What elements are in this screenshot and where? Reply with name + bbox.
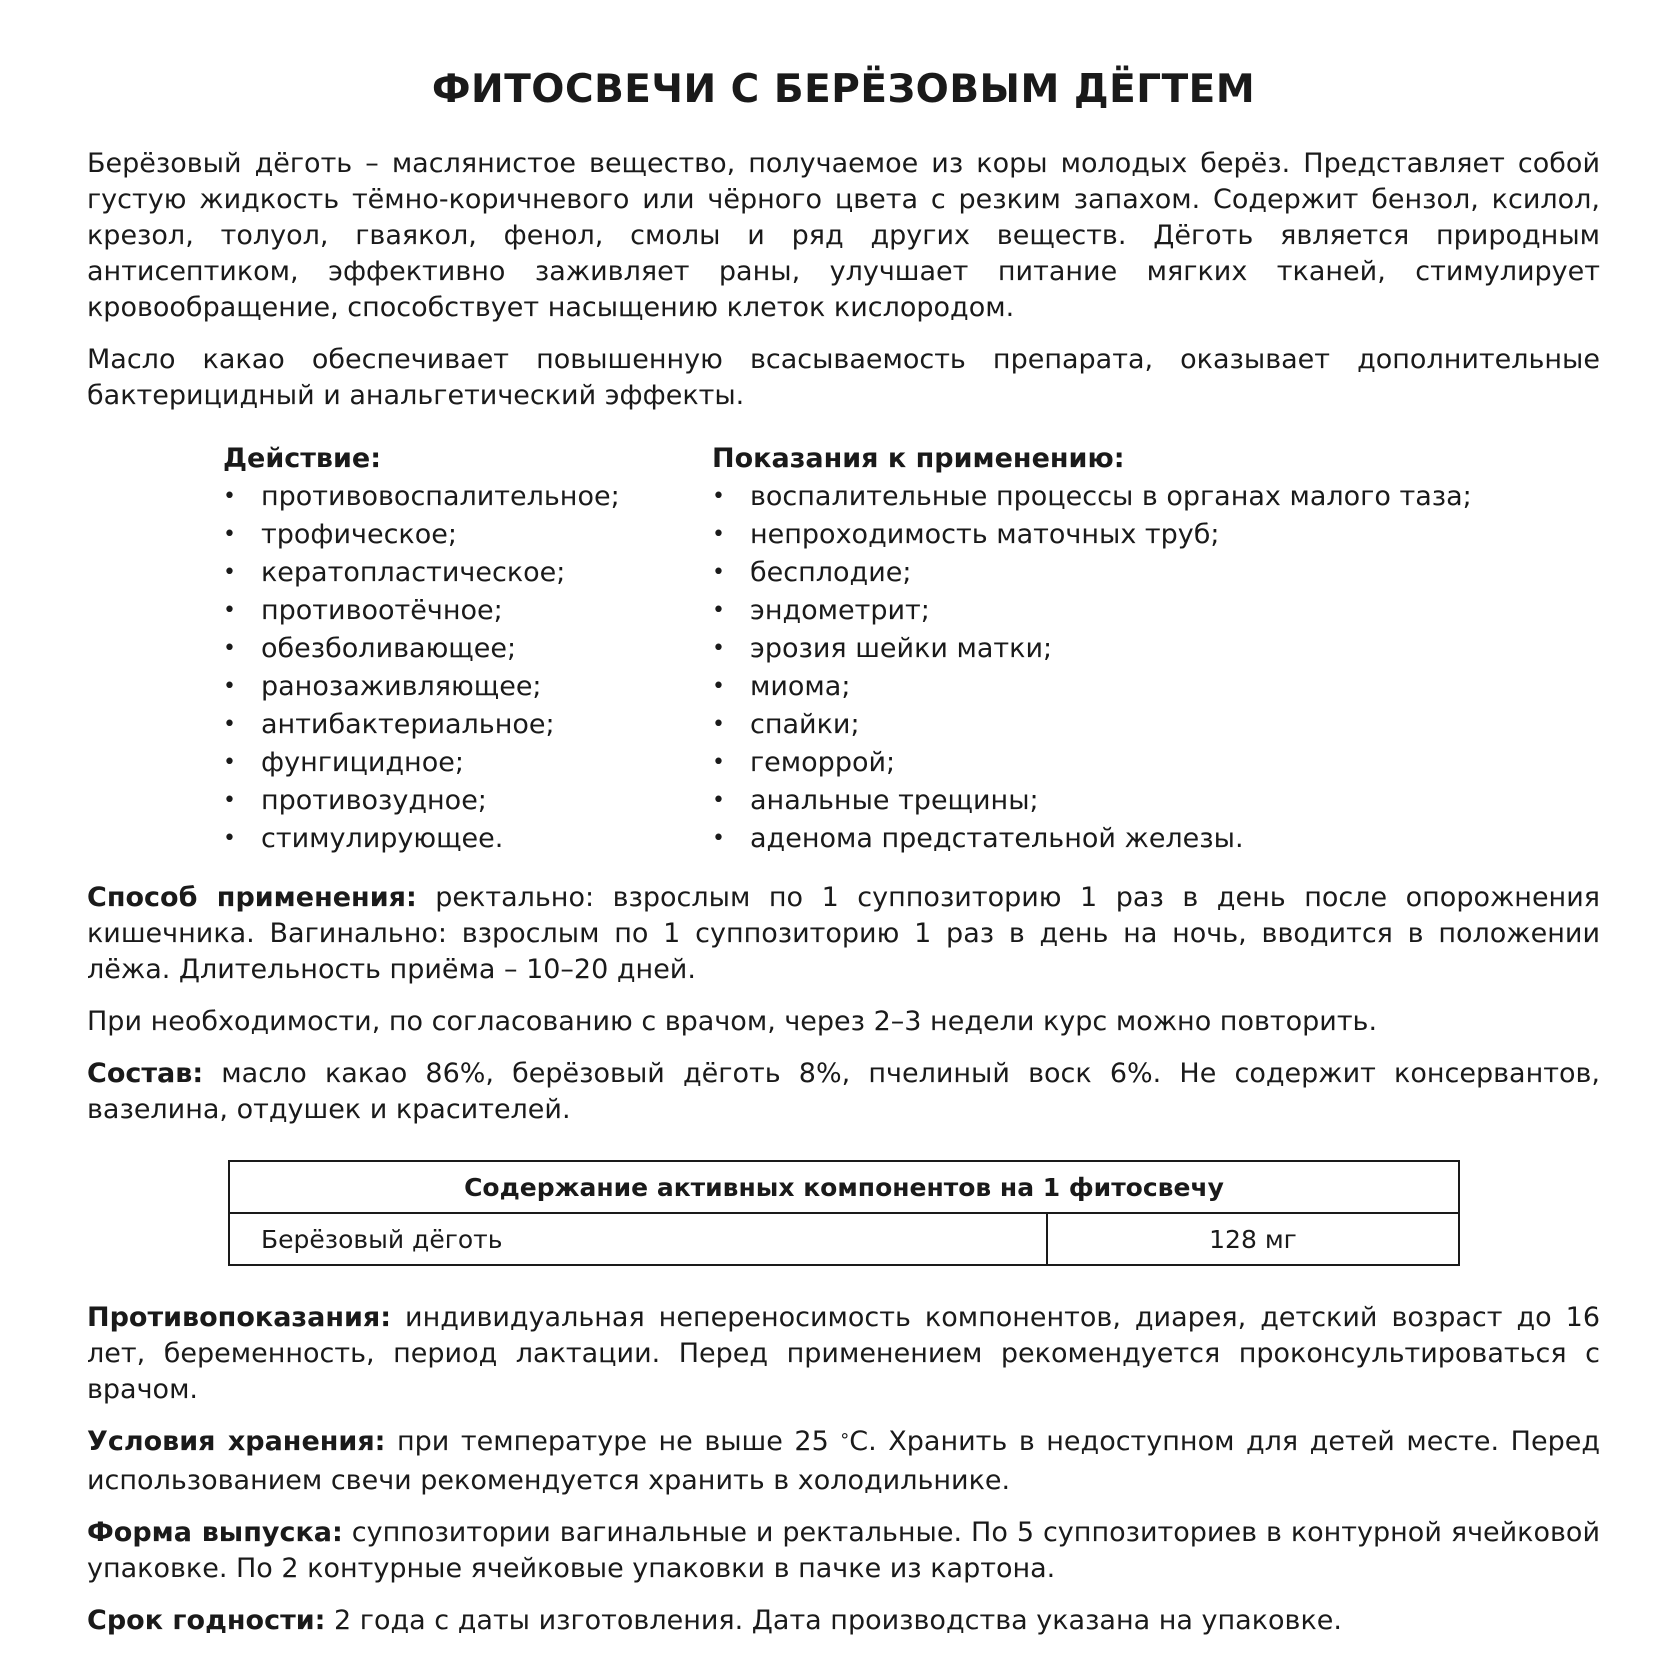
composition-label: Состав:: [87, 1058, 204, 1089]
list-item: • воспалительные процессы в органах малого таза;: [712, 478, 1572, 516]
composition-text: масло какао 86%, берёзовый дёготь 8%, пчелиный воск 6%. Не содержит консервантов, вазелина, отдушек и красителей.: [87, 1058, 1600, 1125]
usage-label: Способ применения:: [87, 882, 417, 913]
indications-heading: Показания к применению:: [712, 443, 1125, 474]
contraindications-label: Противопоказания:: [87, 1302, 392, 1333]
table-header: Содержание активных компонентов на 1 фитосвечу: [229, 1161, 1459, 1213]
list-item: • эрозия шейки матки;: [712, 630, 1572, 668]
action-list: [223, 478, 712, 858]
list-item: • геморрой;: [712, 744, 1572, 782]
list-item: • ранозаживляющее;: [223, 668, 712, 706]
list-item: • аденома предстательной железы.: [712, 820, 1572, 858]
list-item: • противозудное;: [223, 782, 712, 820]
list-item: • трофическое;: [223, 516, 712, 554]
list-item: • фунгицидное;: [223, 744, 712, 782]
list-item: • противовоспалительное;: [223, 478, 712, 516]
intro-paragraph-tar: Берёзовый дёготь – маслянистое вещество, получаемое из коры молодых берёз. Представляет собой густую жидкость тёмно-коричневого или чёрного цвета с резким запахом. Содержит бензол, ксилол, крезол, толуол, гваякол, фенол, смолы и ряд других веществ. Дёготь является природным антисептиком, эффективно заживляет раны, улучшает питание мягких тканей, стимулирует кровообращение, способствует насыщению клеток кислородом.: [87, 148, 1600, 323]
list-item: • антибактериальное;: [223, 706, 712, 744]
table-row: [229, 1213, 1459, 1265]
list-item: • бесплодие;: [712, 554, 1572, 592]
list-item: • непроходимость маточных труб;: [712, 516, 1572, 554]
list-item: • миома;: [712, 668, 1572, 706]
indications-list: [712, 478, 1572, 858]
storage-label: Условия хранения:: [87, 1426, 386, 1457]
usage-text: ректально: взрослым по 1 суппозиторию 1 раз в день после опорожнения кишечника. Вагинально: взрослым по 1 суппозиторию 1 раз в день на ночь, вводится в положении лёжа. Длительность приёма – 10–20 дней.: [87, 882, 1601, 985]
list-item: • кератопластическое;: [223, 554, 712, 592]
indications-column: [712, 440, 1572, 858]
form-text: суппозитории вагинальные и ректальные. По 5 суппозиториев в контурной ячейковой упаковке. По 2 контурные ячейковые упаковки в пачке из картона.: [87, 1517, 1600, 1584]
contraindications-paragraph: [87, 1300, 1600, 1408]
storage-text-after: С. Хранить в недоступном для детей месте. Перед использованием свечи рекомендуется хранить в холодильнике.: [87, 1426, 1600, 1496]
list-item: • эндометрит;: [712, 592, 1572, 630]
action-column: [223, 440, 712, 858]
form-paragraph: [87, 1515, 1600, 1587]
action-heading: Действие:: [223, 443, 382, 474]
storage-paragraph: [87, 1424, 1600, 1499]
list-item: • обезболивающее;: [223, 630, 712, 668]
repeat-paragraph: При необходимости, по согласованию с врачом, через 2–3 недели курс можно повторить.: [87, 1006, 1378, 1037]
active-components-table-wrap: [228, 1160, 1460, 1266]
storage-text-before: при температуре не выше 25: [385, 1426, 841, 1457]
list-item: • анальные трещины;: [712, 782, 1572, 820]
page-title: ФИТОСВЕЧИ С БЕРЁЗОВЫМ ДЁГТЕМ: [431, 67, 1256, 112]
shelf-life-label: Срок годности:: [87, 1605, 326, 1636]
table-header-row: [229, 1161, 1459, 1213]
composition-paragraph: [87, 1056, 1600, 1128]
active-components-table: [228, 1160, 1460, 1266]
component-amount-cell: 128 мг: [1047, 1213, 1459, 1265]
intro-paragraph-cocoa: Масло какао обеспечивает повышенную всасываемость препарата, оказывает дополнительные бактерицидный и анальгетический эффекты.: [87, 344, 1600, 411]
usage-paragraph: [87, 880, 1600, 988]
shelf-life-paragraph: [87, 1603, 1600, 1639]
shelf-life-text: 2 года с даты изготовления. Дата производства указана на упаковке.: [325, 1605, 1342, 1636]
list-item: • противоотёчное;: [223, 592, 712, 630]
degree-sign: °: [840, 1430, 850, 1451]
component-name-cell: Берёзовый дёготь: [229, 1213, 1047, 1265]
contraindications-text: индивидуальная непереносимость компонентов, диарея, детский возраст до 16 лет, беременность, период лактации. Перед применением рекомендуется проконсультироваться с врачом.: [87, 1302, 1600, 1405]
list-item: • стимулирующее.: [223, 820, 712, 858]
two-column-lists: [223, 440, 1600, 858]
document-page: [87, 62, 1600, 1655]
list-item: • спайки;: [712, 706, 1572, 744]
form-label: Форма выпуска:: [87, 1517, 343, 1548]
